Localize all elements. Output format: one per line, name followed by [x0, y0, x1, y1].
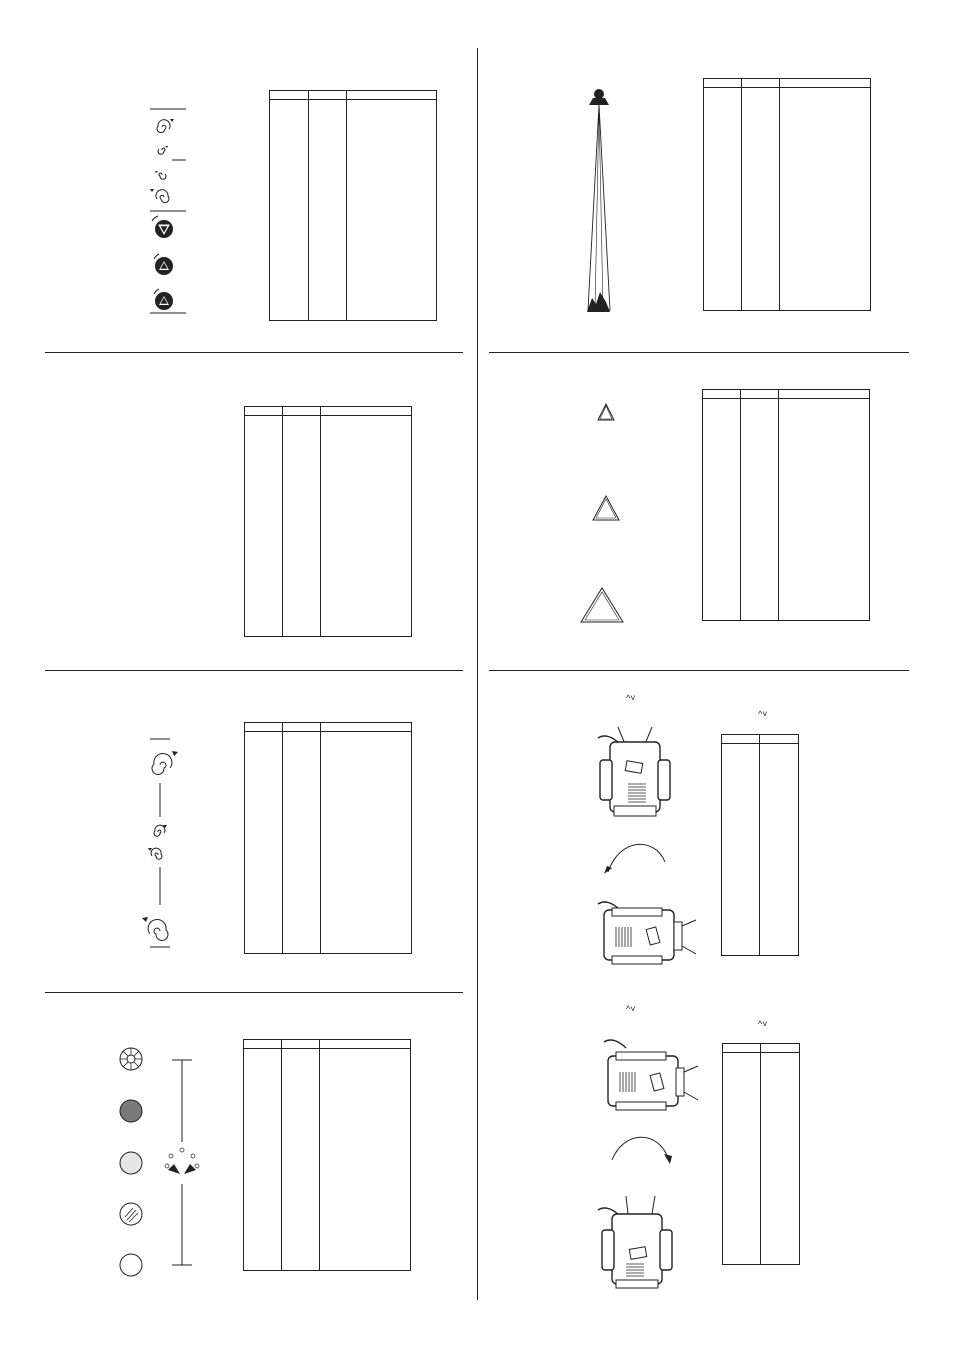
spiral-cw-small-icon: [158, 146, 168, 154]
empty-disc-icon: [120, 1254, 142, 1276]
updown-icon: ^˅: [758, 709, 768, 719]
beam-table: [703, 78, 871, 311]
col-header: [761, 1044, 800, 1053]
hatched-disc-icon: [120, 1203, 142, 1225]
triangle-down-circle-icon: [152, 216, 173, 238]
updown-icon: ^˅: [626, 1004, 636, 1014]
rotation-arrows-icon: [165, 1148, 199, 1174]
col-header: [741, 390, 779, 399]
col-header: [722, 735, 760, 744]
light-disc-icon: [120, 1152, 142, 1174]
col-header: [244, 1040, 282, 1049]
col-header: [779, 390, 870, 399]
prism-triangle-medium-icon: [593, 496, 619, 520]
section-divider-left-3: [45, 992, 463, 993]
updown-icon: ^˅: [758, 1019, 768, 1029]
spiral-cw-large-icon: [152, 751, 178, 774]
triangle-up-circle-icon-2: [154, 289, 173, 310]
spiral-ccw-large-icon: [150, 189, 169, 203]
gobo-disc-icon: [120, 1048, 142, 1070]
spiral-cw-large-icon: [157, 119, 174, 133]
spiral-cw-small-icon: [154, 825, 167, 836]
col-header: [723, 1044, 761, 1053]
col-header: [320, 1040, 411, 1049]
section-divider-right-2: [489, 670, 909, 671]
triangle-up-circle-icon: [154, 254, 173, 275]
moving-head-fixture-rotated-icon: [604, 1040, 698, 1110]
col-header: [283, 407, 321, 416]
col-header: [321, 407, 412, 416]
col-header: [742, 79, 780, 88]
col-header: [283, 723, 321, 732]
gobo-rotation-diagram: [132, 735, 192, 955]
col-header: [245, 723, 283, 732]
prism-table: [702, 389, 870, 621]
gobo-wheel-table: [243, 1039, 411, 1271]
moving-head-fixture-rotated-icon: [598, 902, 696, 964]
filled-disc-icon: [120, 1100, 142, 1122]
gobo-rotation-table: [244, 722, 412, 954]
gobo-wheel-diagram: [110, 1042, 210, 1282]
col-header: [309, 91, 347, 100]
beam-spotlight-icon: [580, 88, 620, 318]
moving-head-fixture-icon: [598, 727, 670, 816]
prism-triangle-small-icon: [598, 404, 614, 420]
col-header: [245, 407, 283, 416]
prism-diagram: [576, 398, 636, 628]
section-divider-left-2: [45, 670, 463, 671]
rotation-speed-table: [269, 90, 437, 321]
col-header: [780, 79, 871, 88]
pan-table-2: [722, 1043, 800, 1265]
spotlight-head-icon: [589, 89, 609, 105]
col-header: [760, 735, 799, 744]
mountain-icon: [587, 292, 610, 312]
pan-table-1: [721, 734, 799, 956]
spiral-ccw-small-icon: [155, 171, 166, 179]
beam-angle-table: [244, 406, 412, 637]
col-header: [703, 390, 741, 399]
rotation-speed-diagram: [140, 105, 200, 325]
col-header: [347, 91, 437, 100]
section-divider-left-1: [45, 352, 463, 353]
fixture-rotation-diagram-1: [590, 722, 710, 982]
updown-icon: ^˅: [626, 693, 636, 703]
col-header: [321, 723, 412, 732]
prism-triangle-large-icon: [581, 588, 623, 622]
fixture-rotation-diagram-2: [590, 1030, 710, 1290]
col-header: [282, 1040, 320, 1049]
center-divider: [477, 48, 478, 1300]
section-divider-right-1: [489, 352, 909, 353]
moving-head-fixture-icon: [598, 1196, 672, 1288]
spiral-ccw-small-icon: [148, 848, 162, 859]
col-header: [270, 91, 309, 100]
spiral-ccw-large-icon: [142, 917, 168, 940]
col-header: [704, 79, 742, 88]
